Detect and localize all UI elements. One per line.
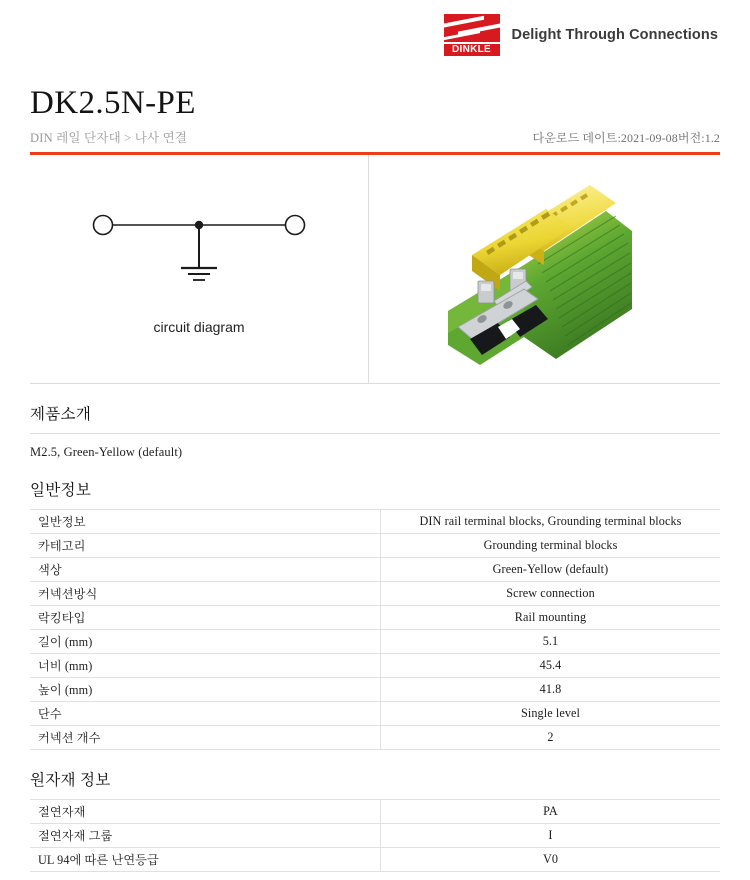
table-row: [30, 557, 720, 581]
product-intro-heading: 제품소개: [30, 405, 92, 423]
table-row: [30, 677, 720, 701]
spec-key: 단수: [30, 701, 381, 725]
spec-key: 절연자재: [30, 799, 381, 823]
spec-value: Green-Yellow (default): [381, 557, 721, 581]
ground-circuit-diagram-icon: [89, 203, 309, 303]
table-row: [30, 629, 720, 653]
spec-key: 커넥션방식: [30, 581, 381, 605]
spec-value: 41.8: [381, 677, 721, 701]
breadcrumb: DIN 레일 단자대 > 나사 연결: [30, 130, 188, 145]
title-block: [30, 70, 720, 155]
general-info-heading: 일반정보: [30, 481, 92, 499]
circuit-diagram-cell: [30, 155, 369, 383]
table-row: [30, 653, 720, 677]
spec-value: DIN rail terminal blocks, Grounding terminal blocks: [381, 509, 721, 533]
table-row: [30, 701, 720, 725]
table-row: [30, 799, 720, 823]
spec-key: 절연자재 그룹: [30, 823, 381, 847]
product-intro-text: M2.5, Green-Yellow (default): [30, 433, 720, 460]
spec-value: Rail mounting: [381, 605, 721, 629]
spec-value: 5.1: [381, 629, 721, 653]
spec-key: UL 94에 따른 난연등급: [30, 847, 381, 871]
product-photo-cell: [369, 155, 720, 383]
download-date-version: 다운로드 데이트:2021-09-08버전:1.2: [532, 130, 720, 145]
table-row: [30, 823, 720, 847]
material-info-section: [30, 750, 720, 872]
table-row: [30, 725, 720, 749]
table-row: [30, 847, 720, 871]
spec-value: 45.4: [381, 653, 721, 677]
media-panel: [30, 155, 720, 384]
spec-key: 일반정보: [30, 509, 381, 533]
spec-value: PA: [381, 799, 721, 823]
spec-value: Grounding terminal blocks: [381, 533, 721, 557]
green-yellow-terminal-block-photo-icon: [420, 169, 670, 369]
dinkle-lightning-logo-icon: [444, 14, 500, 56]
table-row: [30, 509, 720, 533]
spec-value: Screw connection: [381, 581, 721, 605]
spec-key: 높이 (mm): [30, 677, 381, 701]
general-info-section: [30, 460, 720, 750]
title-subline: [30, 128, 720, 146]
spec-key: 너비 (mm): [30, 653, 381, 677]
brand-tagline: Delight Through Connections: [511, 27, 718, 43]
diagram-caption: circuit diagram: [153, 318, 245, 335]
table-row: [30, 581, 720, 605]
spec-key: 카테고리: [30, 533, 381, 557]
spec-key: 길이 (mm): [30, 629, 381, 653]
logo-wordmark: DINKLE: [451, 44, 492, 55]
general-info-table: [30, 509, 720, 750]
product-intro-section: [30, 384, 720, 460]
material-info-table: [30, 799, 720, 872]
spec-value: Single level: [381, 701, 721, 725]
spec-key: 색상: [30, 557, 381, 581]
spec-key: 커넥션 개수: [30, 725, 381, 749]
spec-value: V0: [381, 847, 721, 871]
spec-value: I: [381, 823, 721, 847]
material-info-heading: 원자재 정보: [30, 771, 111, 789]
spec-key: 락킹타입: [30, 605, 381, 629]
table-row: [30, 605, 720, 629]
brand-header: [30, 0, 720, 70]
spec-value: 2: [381, 725, 721, 749]
page-title: DK2.5N-PE: [30, 85, 196, 121]
table-row: [30, 533, 720, 557]
